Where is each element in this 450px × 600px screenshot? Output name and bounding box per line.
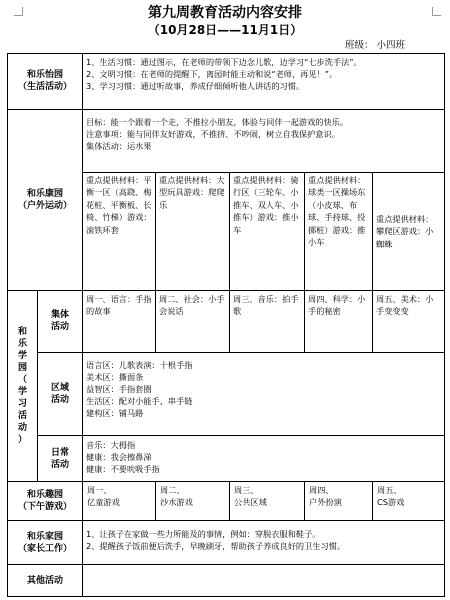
outdoor-line: 集体活动：运水果 — [86, 140, 152, 151]
family-line: 1、让孩子在家做一些力所能及的事情，例如：穿脱衣服和鞋子。 — [86, 529, 321, 540]
life-line: 1、生活习惯：通过图示，在老师的带领下边念儿歌，边学习“七步洗手法”。 — [86, 57, 362, 67]
daily-line: 健康：我会擦鼻涕 — [86, 451, 152, 462]
life-category: 和乐怡园 （生活活动） — [8, 54, 83, 110]
outdoor-line: 目标：能一个跟着一个走，不推拉小朋友，体验与同伴一起游戏的快乐。 — [86, 116, 349, 127]
group-day-mon: 周一、语言：手指的故事 — [83, 290, 156, 352]
other-content — [83, 565, 445, 597]
table-row — [8, 565, 445, 597]
table-row — [8, 109, 445, 172]
fun-category: 和乐趣园 （下午游戏） — [8, 482, 83, 521]
table-row — [8, 352, 445, 435]
group-day-wed: 周三、音乐：拍手歌 — [230, 290, 305, 352]
outdoor-area-4: 重点提供材料：球类一区操场东（小皮球、布球、手持球、投掷桩）游戏：推小车 — [305, 172, 373, 290]
life-line: 3、学习习惯：通过听故事，养成仔细倾听他人讲话的习惯。 — [86, 81, 305, 91]
class-label: 班级： 小四班 — [345, 40, 406, 51]
outdoor-area-5: 重点提供材料：攀爬区游戏：小蜘蛛 — [373, 172, 445, 290]
area-line: 建构区：铺马路 — [86, 407, 144, 418]
life-line: 2、文明习惯：在老师的提醒下，离园时能主动和说“老师，再见！”。 — [86, 69, 338, 79]
area-line: 美术区：撕面条 — [86, 371, 144, 382]
schedule-table — [7, 53, 445, 597]
family-category: 和乐家园 （家长工作） — [8, 521, 83, 565]
outdoor-goals — [83, 109, 445, 172]
life-content — [83, 54, 445, 110]
daily-line: 健康：不要吮吸手指 — [86, 463, 160, 474]
fun-day-thu: 周四、 户外扮演 — [305, 482, 373, 521]
fun-day-fri: 周五、 CS游戏 — [373, 482, 445, 521]
daily-activity-content — [83, 435, 445, 481]
group-day-fri: 周五、美术：小手变变变 — [373, 290, 445, 352]
table-row — [8, 521, 445, 565]
group-day-thu: 周四、科学：小手的秘密 — [305, 290, 373, 352]
table-row — [8, 482, 445, 521]
table-row — [8, 435, 445, 481]
outdoor-line: 注意事项：能与同伴友好游戏，不推挤、不吵闹，树立自我保护意识。 — [86, 128, 340, 139]
other-category: 其他活动 — [8, 565, 83, 597]
fun-day-wed: 周三、 公共区域 — [230, 482, 305, 521]
family-content — [83, 521, 445, 565]
area-line: 益智区：手指套圈 — [86, 383, 152, 394]
fun-day-mon: 周一、 亿童游戏 — [83, 482, 156, 521]
daily-activity-label: 日常 活动 — [38, 435, 83, 481]
family-line: 2、提醒孩子饭前便后洗手，早晚刷牙，帮助孩子养成良好的卫生习惯。 — [86, 541, 346, 552]
learning-category: 和 乐 学 园 （ 学 习 活 动 ） — [8, 290, 38, 482]
outdoor-area-2: 重点提供材料：大型玩具游戏：爬爬乐 — [156, 172, 230, 290]
table-row — [8, 54, 445, 110]
area-activity-content — [83, 352, 445, 435]
group-activity-label: 集体 活动 — [38, 290, 83, 352]
outdoor-area-1: 重点提供材料：平衡一区（高跷、梅花桩、平衡板、长椅、竹梯）游戏：滚铁环套 — [83, 172, 156, 290]
outdoor-area-3: 重点提供材料：骑行区（三轮车、小推车、双人车、小推车）游戏：推小车 — [230, 172, 305, 290]
page-title: 第九周教育活动内容安排 — [148, 5, 302, 21]
daily-line: 音乐：大拇指 — [86, 439, 136, 450]
outdoor-category: 和乐康园 （户外运动） — [8, 109, 83, 290]
group-day-tue: 周二、社会：小手会说话 — [156, 290, 230, 352]
table-row — [8, 290, 445, 352]
date-range: （10月28日——11月1日） — [147, 23, 303, 37]
area-activity-label: 区域 活动 — [38, 352, 83, 435]
area-line: 生活区：配对小能手、串手链 — [86, 395, 193, 406]
fun-day-tue: 周二、 沙水游戏 — [156, 482, 230, 521]
area-line: 语言区：儿歌表演：十根手指 — [86, 359, 193, 370]
